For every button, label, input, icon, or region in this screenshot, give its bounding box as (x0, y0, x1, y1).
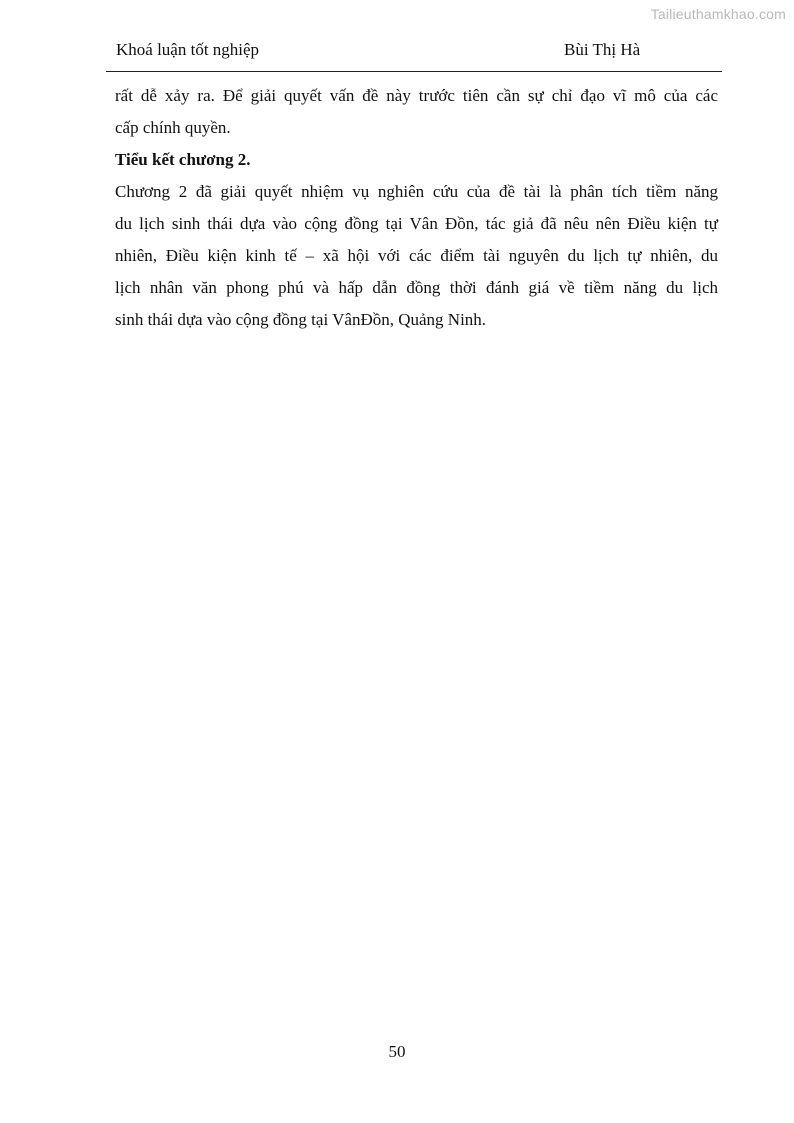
text-line: sinh thái dựa vào cộng đồng tại VânĐồn, Quảng Ninh. (115, 310, 487, 329)
text-line: du lịch sinh thái dựa vào cộng đồng tại Vân Đồn, tác giả đã nêu nên Điều kiện tự (115, 214, 718, 233)
watermark: Tailieuthamkhao.com (650, 6, 786, 22)
text-line: cấp chính quyền. (115, 118, 231, 137)
text-line: Chương 2 đã giải quyết nhiệm vụ nghiên cứu của đề tài là phân tích tiềm năng (115, 182, 718, 201)
continuation-paragraph (115, 80, 718, 144)
page-header (106, 38, 722, 62)
text-line: rất dễ xảy ra. Để giải quyết vấn đề này trước tiên cần sự chỉ đạo vĩ mô của các (115, 86, 718, 105)
page-body (115, 80, 718, 336)
summary-paragraph (115, 176, 718, 336)
header-document-type: Khoá luận tốt nghiệp (116, 40, 260, 59)
section-heading: Tiểu kết chương 2. (115, 150, 251, 169)
header-author: Bùi Thị Hà (564, 40, 641, 59)
text-line: nhiên, Điều kiện kinh tế – xã hội với các điểm tài nguyên du lịch tự nhiên, du (115, 246, 718, 265)
text-line: lịch nhân văn phong phú và hấp dẫn đồng thời đánh giá về tiềm năng du lịch (115, 278, 718, 297)
page-number: 50 (388, 1042, 406, 1061)
header-divider (106, 71, 722, 72)
